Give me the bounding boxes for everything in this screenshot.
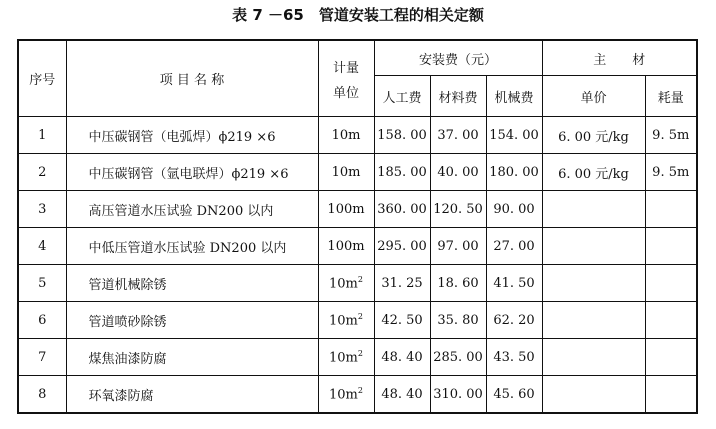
unit-exponent: 2 xyxy=(357,348,363,358)
table-row xyxy=(18,117,697,154)
cell-labor: 185. 00 xyxy=(374,154,430,191)
cell-labor: 48. 40 xyxy=(374,339,430,376)
cell-unit-price: 6. 00 元/kg xyxy=(542,154,645,191)
cell-machine: 27. 00 xyxy=(486,228,542,265)
header-install-fee: 安装费（元） xyxy=(374,40,542,76)
cell-name: 管道喷砂除锈 xyxy=(66,302,318,339)
cell-unit: 100m xyxy=(318,228,374,265)
cell-unit-price xyxy=(542,191,645,228)
unit-exponent: 2 xyxy=(357,385,363,395)
cell-unit: $10m^2$ xyxy=(318,339,374,376)
cell-seq: 4 xyxy=(18,228,66,265)
table-title: 表 7 －65 管道安装工程的相关定额 xyxy=(232,6,484,24)
header-unit-price: 单价 xyxy=(542,76,645,117)
cell-name: 中压碳钢管（电弧焊）ϕ219 ×6 xyxy=(66,117,318,154)
cell-unit-price xyxy=(542,339,645,376)
cell-name: 环氧漆防腐 xyxy=(66,376,318,414)
cell-consumption xyxy=(645,191,697,228)
header-unit-line1: 计量 xyxy=(332,60,359,76)
cell-seq: 3 xyxy=(18,191,66,228)
cell-material: 37. 00 xyxy=(430,117,486,154)
cell-material: 40. 00 xyxy=(430,154,486,191)
table-row xyxy=(18,302,697,339)
cell-labor: 360. 00 xyxy=(374,191,430,228)
table-body xyxy=(18,117,697,414)
cell-name: 管道机械除锈 xyxy=(66,265,318,302)
cell-unit-price xyxy=(542,302,645,339)
cell-consumption xyxy=(645,265,697,302)
cell-seq: 2 xyxy=(18,154,66,191)
quota-table xyxy=(17,39,698,414)
cell-labor: 31. 25 xyxy=(374,265,430,302)
cell-unit-price xyxy=(542,376,645,414)
cell-seq: 6 xyxy=(18,302,66,339)
cell-labor: 48. 40 xyxy=(374,376,430,414)
header-main-material: 主 材 xyxy=(542,40,697,76)
table-row xyxy=(18,191,697,228)
cell-seq: 7 xyxy=(18,339,66,376)
cell-machine: 45. 60 xyxy=(486,376,542,414)
cell-machine: 154. 00 xyxy=(486,117,542,154)
cell-machine: 180. 00 xyxy=(486,154,542,191)
cell-unit-price xyxy=(542,265,645,302)
header-unit xyxy=(318,40,374,117)
header-machine: 机械费 xyxy=(486,76,542,117)
cell-material: 285. 00 xyxy=(430,339,486,376)
cell-consumption: 9. 5m xyxy=(645,117,697,154)
header-seq: 序号 xyxy=(18,40,66,117)
cell-machine: 90. 00 xyxy=(486,191,542,228)
cell-unit-price xyxy=(542,228,645,265)
cell-unit: $10m^2$ xyxy=(318,302,374,339)
cell-consumption xyxy=(645,339,697,376)
cell-seq: 5 xyxy=(18,265,66,302)
cell-seq: 1 xyxy=(18,117,66,154)
cell-consumption: 9. 5m xyxy=(645,154,697,191)
cell-machine: 41. 50 xyxy=(486,265,542,302)
header-unit-line2: 单位 xyxy=(332,85,359,101)
cell-unit: $10m^2$ xyxy=(318,265,374,302)
cell-machine: 43. 50 xyxy=(486,339,542,376)
cell-name: 高压管道水压试验 DN200 以内 xyxy=(66,191,318,228)
cell-material: 310. 00 xyxy=(430,376,486,414)
table-row xyxy=(18,339,697,376)
table-row xyxy=(18,376,697,414)
cell-name: 中低压管道水压试验 DN200 以内 xyxy=(66,228,318,265)
cell-machine: 62. 20 xyxy=(486,302,542,339)
header-consumption: 耗量 xyxy=(645,76,697,117)
header-labor: 人工费 xyxy=(374,76,430,117)
table-row xyxy=(18,154,697,191)
cell-unit-price: 6. 00 元/kg xyxy=(542,117,645,154)
table-row xyxy=(18,228,697,265)
cell-consumption xyxy=(645,376,697,414)
cell-material: 35. 80 xyxy=(430,302,486,339)
cell-consumption xyxy=(645,228,697,265)
cell-name: 中压碳钢管（氩电联焊）ϕ219 ×6 xyxy=(66,154,318,191)
header-name: 项 目 名 称 xyxy=(66,40,318,117)
cell-seq: 8 xyxy=(18,376,66,414)
cell-unit: 10m xyxy=(318,154,374,191)
cell-name: 煤焦油漆防腐 xyxy=(66,339,318,376)
header-material: 材料费 xyxy=(430,76,486,117)
cell-unit: $10m^2$ xyxy=(318,376,374,414)
cell-material: 120. 50 xyxy=(430,191,486,228)
cell-consumption xyxy=(645,302,697,339)
cell-labor: 158. 00 xyxy=(374,117,430,154)
cell-labor: 42. 50 xyxy=(374,302,430,339)
cell-material: 18. 60 xyxy=(430,265,486,302)
cell-unit: 10m xyxy=(318,117,374,154)
unit-exponent: 2 xyxy=(357,274,363,284)
cell-unit: 100m xyxy=(318,191,374,228)
cell-material: 97. 00 xyxy=(430,228,486,265)
cell-labor: 295. 00 xyxy=(374,228,430,265)
unit-exponent: 2 xyxy=(357,311,363,321)
table-row xyxy=(18,265,697,302)
